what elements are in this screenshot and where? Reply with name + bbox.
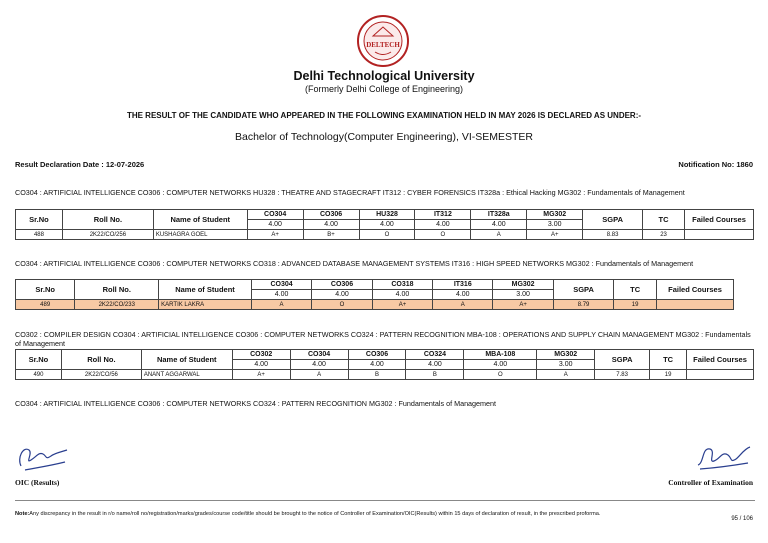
course-credit: 4.00 [359, 220, 415, 230]
student-sgpa: 8.79 [553, 300, 613, 310]
controller-signature-icon [694, 441, 754, 473]
header-name: Name of Student [141, 350, 232, 370]
course-code: CO306 [348, 350, 406, 360]
course-code: CO304 [247, 210, 303, 220]
header-sgpa: SGPA [583, 210, 643, 230]
page-number: 95 / 106 [731, 516, 753, 522]
table-header-row [16, 350, 754, 360]
course-code: MG302 [493, 280, 554, 290]
student-srno: 490 [16, 370, 62, 380]
student-grade: O [359, 230, 415, 240]
student-tc: 19 [650, 370, 687, 380]
student-rollno: 2K22/CO/233 [75, 300, 159, 310]
student-grade: A+ [527, 230, 583, 240]
subject-list: CO302 : COMPILER DESIGN CO304 : ARTIFICIAL INTELLIGENCE CO306 : COMPUTER NETWORKS CO324 : PATTERN RECOGNITION MBA-108 : OPERATIONS AND SUPPLY CHAIN MANAGEMENT MG302 : Fundamentals of Management [15, 330, 751, 348]
student-grade: A+ [493, 300, 554, 310]
student-grade: A+ [247, 230, 303, 240]
course-code: CO302 [232, 350, 290, 360]
course-credit: 3.00 [493, 290, 554, 300]
course-credit: 4.00 [247, 220, 303, 230]
student-name: KUSHAGRA GOEL [153, 230, 247, 240]
student-grade: A [290, 370, 348, 380]
student-failed [687, 370, 754, 380]
header-name: Name of Student [153, 210, 247, 230]
header-srno: Sr.No [16, 280, 75, 300]
note-text: Any discrepancy in the result in r/o name/roll no/registration/marks/grades/course code/title should be brought to the notice of Controller of Examination/OIC(Results) within 15 days of declaration of result, in the prescribed proforma. [29, 511, 601, 517]
course-code: IT328a [471, 210, 527, 220]
university-name: Delhi Technological University [293, 69, 475, 83]
course-code: CO304 [290, 350, 348, 360]
student-row [16, 300, 734, 310]
result-table [15, 209, 754, 240]
formerly-text: (Formerly Delhi College of Engineering) [304, 84, 464, 94]
student-grade: B [406, 370, 464, 380]
course-credit: 4.00 [464, 360, 537, 370]
header-tc: TC [643, 210, 685, 230]
course-credit: 4.00 [471, 220, 527, 230]
course-credit: 4.00 [415, 220, 471, 230]
course-code: IT312 [415, 210, 471, 220]
notification-number: Notification No: 1860 [678, 160, 753, 169]
oic-results-label: OIC (Results) [15, 478, 60, 487]
header-name: Name of Student [159, 280, 252, 300]
student-failed [657, 300, 734, 310]
student-sgpa: 8.83 [583, 230, 643, 240]
course-code: CO324 [406, 350, 464, 360]
student-tc: 23 [643, 230, 685, 240]
student-grade: A [537, 370, 595, 380]
student-name: ANANT AGGARWAL [141, 370, 232, 380]
student-sgpa: 7.83 [595, 370, 650, 380]
header-tc: TC [614, 280, 657, 300]
header-failed: Failed Courses [685, 210, 754, 230]
course-code: MG302 [537, 350, 595, 360]
header-rollno: Roll No. [61, 350, 141, 370]
note-label: Note: [15, 511, 30, 517]
course-code: CO306 [303, 210, 359, 220]
header-failed: Failed Courses [687, 350, 754, 370]
course-credit: 4.00 [251, 290, 311, 300]
course-credit: 4.00 [290, 360, 348, 370]
student-tc: 19 [614, 300, 657, 310]
course-credit: 4.00 [303, 220, 359, 230]
programme-title: Bachelor of Technology(Computer Engineering), VI-SEMESTER [234, 131, 534, 143]
course-code: HU328 [359, 210, 415, 220]
controller-label: Controller of Examination [668, 478, 753, 487]
course-code: IT316 [433, 280, 493, 290]
course-credit: 4.00 [232, 360, 290, 370]
student-grade: A [433, 300, 493, 310]
oic-signature-icon [15, 440, 77, 474]
course-code: CO318 [372, 280, 432, 290]
subject-list: CO304 : ARTIFICIAL INTELLIGENCE CO306 : COMPUTER NETWORKS CO324 : PATTERN RECOGNITION MG302 : Fundamentals of Management [15, 399, 497, 408]
student-grade: A+ [372, 300, 432, 310]
result-table [15, 279, 734, 310]
student-failed [685, 230, 754, 240]
student-grade: B+ [303, 230, 359, 240]
student-grade: A [251, 300, 311, 310]
header-tc: TC [650, 350, 687, 370]
student-row [16, 370, 754, 380]
course-code: CO306 [312, 280, 372, 290]
student-grade: O [312, 300, 372, 310]
table-header-row [16, 280, 734, 290]
table-header-row [16, 210, 754, 220]
course-credit: 4.00 [348, 360, 406, 370]
header-srno: Sr.No [16, 210, 63, 230]
student-name: KARTIK LAKRA [159, 300, 252, 310]
student-srno: 488 [16, 230, 63, 240]
student-grade: O [415, 230, 471, 240]
student-srno: 489 [16, 300, 75, 310]
course-code: MG302 [527, 210, 583, 220]
course-credit: 4.00 [312, 290, 372, 300]
student-grade: A+ [232, 370, 290, 380]
course-credit: 3.00 [527, 220, 583, 230]
course-code: CO304 [251, 280, 311, 290]
footer-note [15, 511, 655, 519]
subject-list: CO304 : ARTIFICIAL INTELLIGENCE CO306 : COMPUTER NETWORKS CO318 : ADVANCED DATABASE MANAGEMENT SYSTEMS IT316 : HIGH SPEED NETWORKS MG302 : Fundamentals of Management [15, 259, 694, 268]
course-credit: 4.00 [433, 290, 493, 300]
declaration-text: THE RESULT OF THE CANDIDATE WHO APPEARED IN THE FOLLOWING EXAMINATION HELD IN MAY 2026 IS DECLARED AS UNDER:- [126, 111, 642, 120]
student-grade: A [471, 230, 527, 240]
footer-divider [15, 500, 755, 501]
student-grade: O [464, 370, 537, 380]
student-rollno: 2K22/CO/256 [62, 230, 153, 240]
subject-list: CO304 : ARTIFICIAL INTELLIGENCE CO306 : COMPUTER NETWORKS HU328 : THEATRE AND STAGECRAFT IT312 : CYBER FORENSICS IT328a : Ethical Hacking MG302 : Fundamentals of Management [15, 188, 685, 197]
course-credit: 3.00 [537, 360, 595, 370]
result-declaration-date: Result Declaration Date : 12-07-2026 [15, 160, 145, 169]
course-credit: 4.00 [372, 290, 432, 300]
university-seal-icon [356, 14, 410, 68]
student-grade: B [348, 370, 406, 380]
course-credit: 4.00 [406, 360, 464, 370]
result-table [15, 349, 754, 380]
header-srno: Sr.No [16, 350, 62, 370]
student-row [16, 230, 754, 240]
student-rollno: 2K22/CO/56 [61, 370, 141, 380]
header-sgpa: SGPA [595, 350, 650, 370]
header-rollno: Roll No. [75, 280, 159, 300]
seal-text: DELTECH [366, 41, 400, 49]
header-sgpa: SGPA [553, 280, 613, 300]
header-failed: Failed Courses [657, 280, 734, 300]
course-code: MBA-108 [464, 350, 537, 360]
header-rollno: Roll No. [62, 210, 153, 230]
